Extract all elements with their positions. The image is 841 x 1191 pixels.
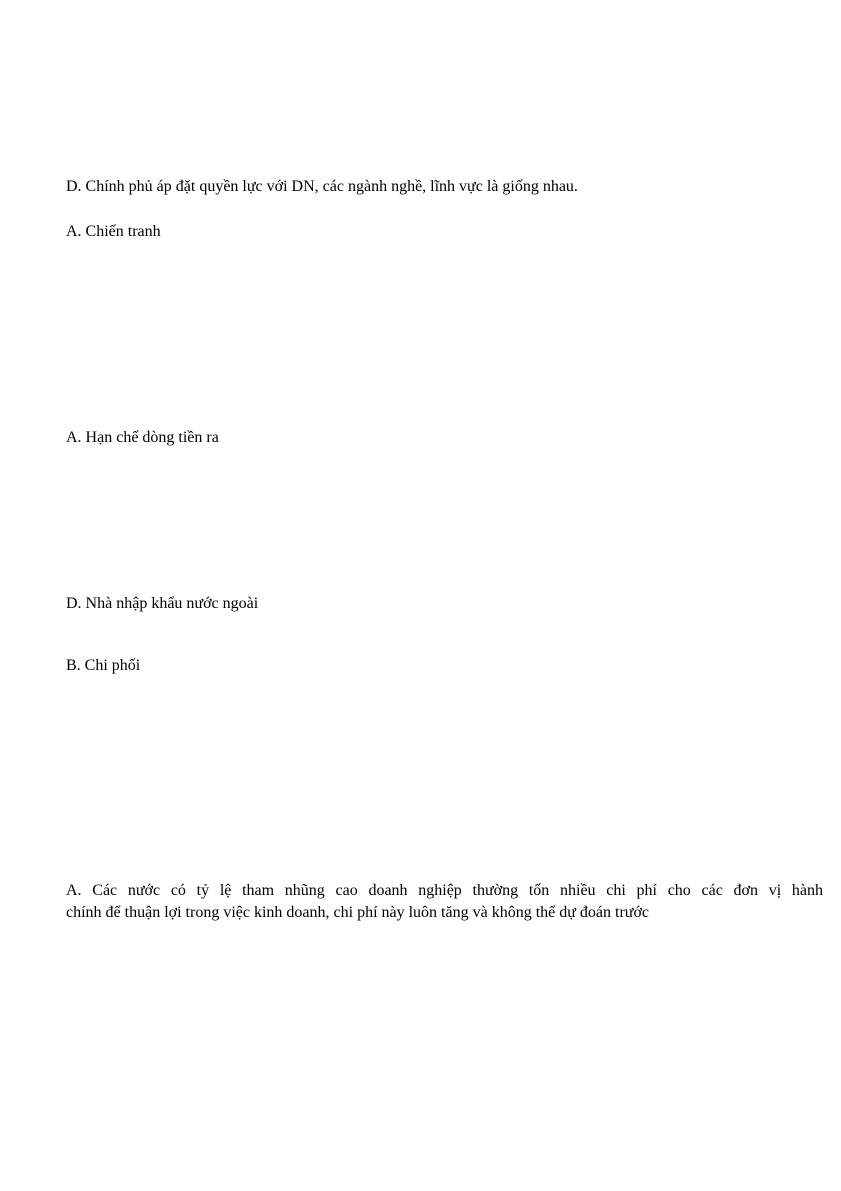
long-answer-line-2: chính để thuận lợi trong việc kinh doanh, chi phí này luôn tăng và không thể dự đoán trước xyxy=(66,904,650,921)
answer-line-1: D. Chính phủ áp đặt quyền lực với DN, các ngành nghề, lĩnh vực là giống nhau. xyxy=(66,178,578,195)
answer-line-3: A. Hạn chế dòng tiền ra xyxy=(66,429,219,446)
long-answer-line-1: A. Các nước có tỷ lệ tham nhũng cao doanh nghiệp thường tốn nhiều chi phí cho các đơn vị hành xyxy=(66,882,823,899)
answer-line-4: D. Nhà nhập khẩu nước ngoài xyxy=(66,595,259,612)
answer-line-5: B. Chi phối xyxy=(66,657,141,674)
long-answer-paragraph xyxy=(66,880,823,924)
answer-line-2: A. Chiến tranh xyxy=(66,223,161,240)
